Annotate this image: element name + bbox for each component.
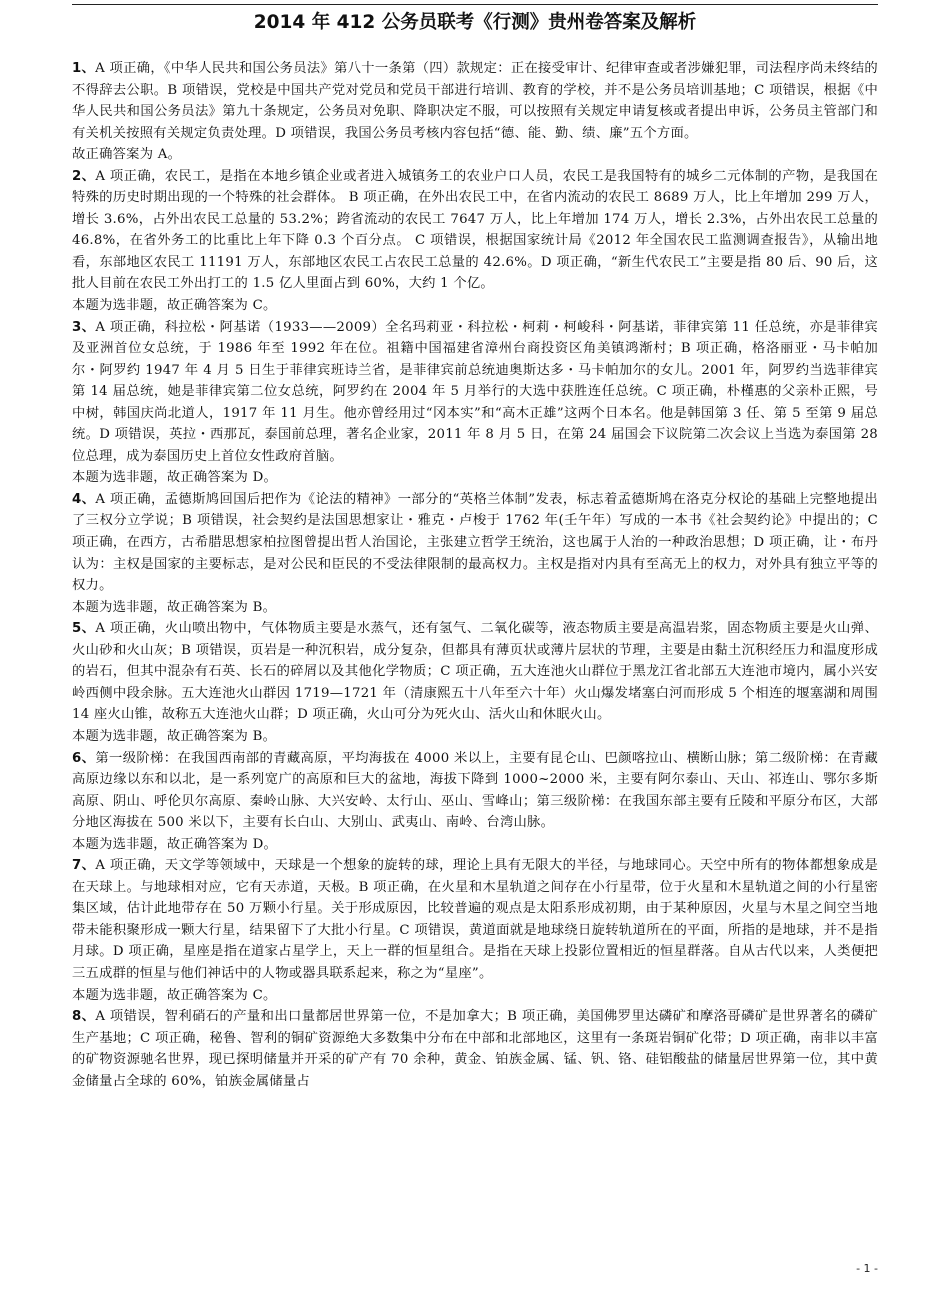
question-6-explanation [72, 748, 878, 834]
question-7-explanation [72, 855, 878, 984]
question-number: 1、 [72, 61, 96, 76]
explanation-text: A 项正确，孟德斯鸠回国后把作为《论法的精神》一部分的“英格兰体制”发表，标志着孟德斯鸠在洛克分权论的基础上完整地提出了三权分立学说；B 项错误，社会契约是法国思想家让・雅克・卢梭于 1762 年(壬午年）写成的一本书《社会契约论》中提出的；C 项正确，在西方，古希腊思想家柏拉图曾提出哲人治国论，主张建立哲学王统治，这也属于人治的一种政治思想；D 项正确，让・布丹认为：主权是国家的主要标志，是对公民和臣民的不受法律限制的最高权力。主权是指对内具有至高无上的权力，对外具有独立平等的权力。 [72, 491, 878, 594]
question-number: 5、 [72, 621, 96, 637]
explanation-text: A 项正确，天文学等领域中，天球是一个想象的旋转的球，理论上具有无限大的半径，与地球同心。天空中所有的物体都想象成是在天球上。与地球相对应，它有天赤道，天极。B 项正确，在火星和木星轨道之间存在小行星带，位于火星和木星轨道之间的小行星密集区域，估计此地带存在 50 万颗小行星。关于形成原因，比较普遍的观点是太阳系形成初期，由于某种原因，火星与木星之间空当地带未能积聚形成一颗大行星，结果留下了大批小行星。C 项错误，黄道面就是地球绕日旋转轨道所在的平面，所指的是地球，并不是指月球。D 项正确，星座是指在道家占星学上，天上一群的恒星组合。是指在天球上投影位置相近的恒星群落。自从古代以来，人类便把三五成群的恒星与他们神话中的人物或器具联系起来，称之为“星座”。 [72, 858, 878, 981]
answer-explanations [72, 58, 878, 1092]
explanation-text: A 项正确，农民工，是指在本地乡镇企业或者进入城镇务工的农业户口人员，农民工是我国特有的城乡二元体制的产物，是我国在特殊的历史时期出现的一个特殊的社会群体。 B 项正确，在外出农民工中，在省内流动的农民工 8689 万人，比上年增加 299 万人，增长 3.6%，占外出农民工总量的 53.2%；跨省流动的农民工 7647 万人，比上年增加 174 万人，增长 2.3%，占外出农民工总量的 46.8%，在省外务工的比重比上年下降 0.3 个百分点。 C 项错误，根据国家统计局《2012 年全国农民工监测调查报告》，从输出地看，东部地区农民工 11191 万人，东部地区农民工占农民工总量的 42.6%。D 项正确，“新生代农民工”主要是指 80 后、90 后，这批人目前在农民工外出打工的 1.5 亿人里面占到 60%，大约 1 个亿。 [72, 168, 878, 292]
question-number: 8、 [72, 1009, 96, 1025]
page-title: 2014 年 412 公务员联考《行测》贵州卷答案及解析 [253, 12, 697, 33]
question-7-answer: 本题为选非题，故正确答案为 C。 [72, 987, 277, 1003]
question-1-explanation [72, 58, 878, 144]
question-3-explanation [72, 317, 878, 468]
question-number: 3、 [72, 319, 96, 335]
question-6-answer: 本题为选非题，故正确答案为 D。 [72, 836, 278, 852]
question-4-answer: 本题为选非题，故正确答案为 B。 [72, 599, 277, 615]
explanation-text: A 项正确，《中华人民共和国公务员法》第八十一条第（四）款规定：正在接受审计、纪律审查或者涉嫌犯罪，司法程序尚未终结的不得辞去公职。B 项错误，党校是中国共产党对党员和党员干部进行培训、教育的学校，并不是公务员培训基地；C 项错误，根据《中华人民共和国公务员法》第九十条规定，公务员对免职、降职决定不服，可以按照有关规定申请复核或者提出申诉，公务员主管部门和有关机关按照有关规定负责处理。D 项错误，我国公务员考核内容包括“德、能、勤、绩、廉”五个方面。 [72, 61, 878, 141]
question-number: 2、 [72, 168, 96, 184]
question-number: 7、 [72, 858, 96, 874]
explanation-text: A 项正确，科拉松・阿基诺（1933——2009）全名玛莉亚・科拉松・柯莉・柯峻科・阿基诺，菲律宾第 11 任总统，亦是菲律宾及亚洲首位女总统，于 1986 年至 1992 年在位。祖籍中国福建省漳州台商投资区角美镇鸿渐村；B 项正确，格洛丽亚・马卡帕加尔・阿罗约 1947 年 4 月 5 日生于菲律宾班诗兰省，是菲律宾前总统迪奥斯达多・马卡帕加尔的女儿。2001 年，阿罗约当选菲律宾第 14 届总统，她是菲律宾第二位女总统，阿罗约在 2004 年 5 月举行的大选中获胜连任总统。C 项正确，朴槿惠的父亲朴正熙，号中树，韩国庆尚北道人，1917 年 11 月生。他亦曾经用过“冈本实”和“高木正雄”这两个日本名。他是韩国第 3 任、第 5 至第 9 届总统。D 项错误，英拉・西那瓦，泰国前总理，著名企业家，2011 年 8 月 5 日，在第 24 届国会下议院第二次会议上当选为泰国第 28 位总理，成为泰国历史上首位女性政府首脑。 [72, 319, 878, 464]
question-8-explanation [72, 1006, 878, 1092]
question-1-answer: 故正确答案为 A。 [72, 147, 182, 163]
question-4-explanation [72, 489, 878, 597]
question-5-explanation [72, 618, 878, 726]
header-rule [72, 4, 878, 5]
question-number: 4、 [72, 491, 96, 507]
page-number: - 1 - [856, 1262, 878, 1275]
question-2-answer: 本题为选非题，故正确答案为 C。 [72, 298, 277, 314]
question-3-answer: 本题为选非题，故正确答案为 D。 [72, 470, 278, 486]
explanation-text: A 项正确，火山喷出物中，气体物质主要是水蒸气，还有氢气、二氧化碳等，液态物质主要是高温岩浆，固态物质主要是火山弹、火山砂和火山灰；B 项错误，页岩是一种沉积岩，成分复杂，但都具有薄页状或薄片层状的节理，主要是由黏土沉积经压力和温度形成的岩石，但其中混杂有石英、长石的碎屑以及其他化学物质；C 项正确，五大连池火山群位于黑龙江省北部五大连池市境内，属小兴安岭西侧中段余脉。五大连池火山群因 1719—1721 年（清康熙五十八年至六十年）火山爆发堵塞白河而形成 5 个相连的堰塞湖和周围 14 座火山锥，故称五大连池火山群；D 项正确，火山可分为死火山、活火山和休眠火山。 [72, 621, 878, 723]
question-5-answer: 本题为选非题，故正确答案为 B。 [72, 728, 277, 744]
question-number: 6、 [72, 750, 96, 766]
explanation-text: 第一级阶梯：在我国西南部的青藏高原，平均海拔在 4000 米以上，主要有昆仑山、巴颜喀拉山、横断山脉；第二级阶梯：在青藏高原边缘以东和以北，是一系列宽广的高原和巨大的盆地，海拔下降到 1000~2000 米，主要有阿尔泰山、天山、祁连山、鄂尔多斯高原、阴山、呼伦贝尔高原、秦岭山脉、大兴安岭、太行山、巫山、雪峰山；第三级阶梯：在我国东部主要有丘陵和平原分布区，大部分地区海拔在 500 米以下，主要有长白山、大别山、武夷山、南岭、台湾山脉。 [72, 750, 878, 831]
explanation-text: A 项错误，智利硝石的产量和出口量都居世界第一位，不是加拿大；B 项正确，美国佛罗里达磷矿和摩洛哥磷矿是世界著名的磷矿生产基地；C 项正确，秘鲁、智利的铜矿资源绝大多数集中分布在中部和北部地区，这里有一条斑岩铜矿化带；D 项正确，南非以丰富的矿物资源驰名世界，现已探明储量并开采的矿产有 70 余种，黄金、铂族金属、锰、钒、铬、硅铝酸盐的储量居世界第一位，其中黄金储量占全球的 60%，铂族金属储量占 [72, 1009, 878, 1089]
question-2-explanation [72, 166, 878, 295]
